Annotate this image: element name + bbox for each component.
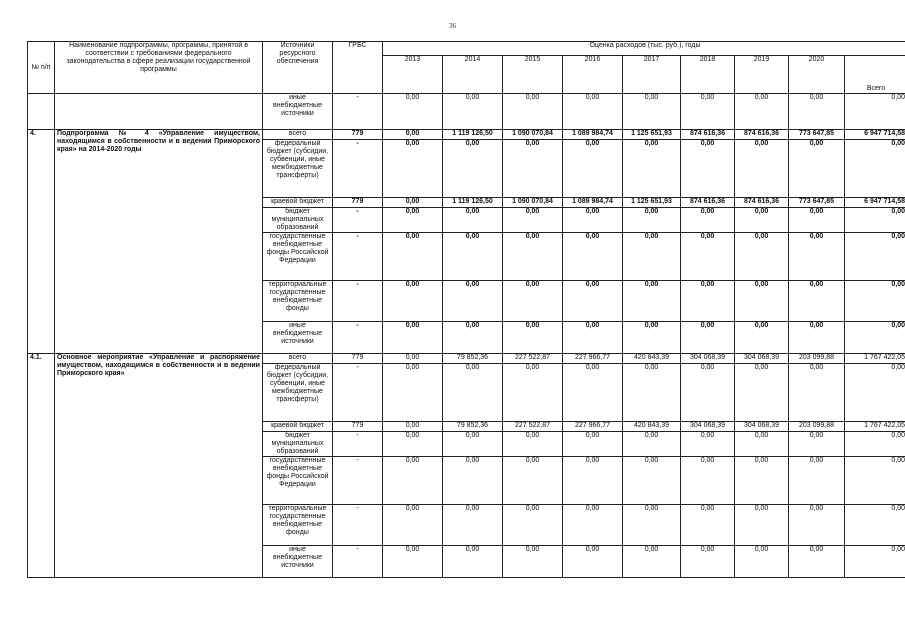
row-value: 0,00 bbox=[735, 208, 789, 233]
row-value: 227 966,77 bbox=[563, 422, 623, 432]
row-value: 0,00 bbox=[563, 281, 623, 322]
row-value: 0,00 bbox=[681, 546, 735, 578]
row-value: 304 068,39 bbox=[681, 354, 735, 364]
row-value: 0,00 bbox=[383, 432, 443, 457]
row-value: 0,00 bbox=[681, 364, 735, 422]
row-value: 0,00 bbox=[623, 364, 681, 422]
row-value: 304 068,39 bbox=[735, 354, 789, 364]
row-source: бюджет муниципальных образований bbox=[263, 208, 333, 233]
row-name bbox=[55, 94, 263, 130]
row-value: 0,00 bbox=[735, 322, 789, 354]
row-value: 0,00 bbox=[383, 233, 443, 281]
row-value: 0,00 bbox=[623, 281, 681, 322]
row-source: краевой бюджет bbox=[263, 422, 333, 432]
row-value: 420 843,39 bbox=[623, 354, 681, 364]
page-number: 36 bbox=[449, 22, 456, 30]
row-value: 79 852,36 bbox=[443, 422, 503, 432]
row-grbs: 779 bbox=[333, 130, 383, 140]
row-source: федеральный бюджет (субсидии, субвенции, иные межбюджетные трансферты) bbox=[263, 140, 333, 198]
row-value: 0,00 bbox=[503, 505, 563, 546]
row-value: 0,00 bbox=[845, 140, 905, 198]
row-value: 874 616,36 bbox=[735, 130, 789, 140]
row-value: 0,00 bbox=[503, 208, 563, 233]
row-value: 0,00 bbox=[503, 233, 563, 281]
row-value: 0,00 bbox=[735, 505, 789, 546]
row-value: 0,00 bbox=[735, 281, 789, 322]
table-row bbox=[28, 354, 905, 364]
row-value: 773 647,85 bbox=[789, 198, 845, 208]
row-source: всего bbox=[263, 130, 333, 140]
row-value: 0,00 bbox=[735, 546, 789, 578]
header-name: Наименование подпрограммы, программы, принятой в соответствии с требованиями федерального законодательства в сфере реализации государственной программы bbox=[55, 42, 263, 94]
row-name: Основное мероприятие «Управление и распоряжение имуществом, находящимся в собственности и в ведении Приморского края» bbox=[55, 354, 263, 578]
row-number: 4.1. bbox=[28, 354, 55, 578]
row-value: 0,00 bbox=[443, 208, 503, 233]
header-num: № п/п bbox=[28, 42, 55, 94]
row-value: 227 522,87 bbox=[503, 354, 563, 364]
row-value: 0,00 bbox=[735, 457, 789, 505]
row-number: 4. bbox=[28, 130, 55, 354]
row-grbs: - bbox=[333, 457, 383, 505]
row-value: 0,00 bbox=[681, 281, 735, 322]
row-value: 0,00 bbox=[383, 281, 443, 322]
expense-table bbox=[27, 41, 905, 578]
row-value: 0,00 bbox=[789, 208, 845, 233]
row-value: 0,00 bbox=[383, 364, 443, 422]
header-year: 2014 bbox=[443, 56, 503, 94]
row-value: 1 125 651,93 bbox=[623, 130, 681, 140]
row-value: 79 852,36 bbox=[443, 354, 503, 364]
row-value: 1 090 070,84 bbox=[503, 130, 563, 140]
row-value: 0,00 bbox=[623, 233, 681, 281]
row-value: 0,00 bbox=[845, 432, 905, 457]
row-value: 0,00 bbox=[623, 432, 681, 457]
row-grbs: - bbox=[333, 322, 383, 354]
row-value: 0,00 bbox=[845, 233, 905, 281]
row-value: 0,00 bbox=[623, 140, 681, 198]
row-source: федеральный бюджет (субсидии, субвенции, иные межбюджетные трансферты) bbox=[263, 364, 333, 422]
row-value: 0,00 bbox=[681, 233, 735, 281]
row-value: 0,00 bbox=[681, 457, 735, 505]
row-grbs: - bbox=[333, 505, 383, 546]
row-value: 0,00 bbox=[563, 364, 623, 422]
row-grbs: - bbox=[333, 281, 383, 322]
row-source: территориальные государственные внебюджетные фонды bbox=[263, 281, 333, 322]
row-grbs: - bbox=[333, 233, 383, 281]
row-value: 6 947 714,58 bbox=[845, 198, 905, 208]
row-value: 0,00 bbox=[443, 546, 503, 578]
row-value: 0,00 bbox=[443, 281, 503, 322]
table-row bbox=[28, 94, 905, 130]
header-year: 2013 bbox=[383, 56, 443, 94]
row-value: 0,00 bbox=[845, 94, 905, 130]
row-value: 227 966,77 bbox=[563, 354, 623, 364]
row-value: 0,00 bbox=[789, 233, 845, 281]
header-grbs: ГРБС bbox=[333, 42, 383, 94]
row-value: 1 767 422,05 bbox=[845, 422, 905, 432]
row-value: 0,00 bbox=[563, 208, 623, 233]
row-value: 0,00 bbox=[383, 505, 443, 546]
row-source: иные внебюджетные источники bbox=[263, 94, 333, 130]
row-value: 0,00 bbox=[563, 322, 623, 354]
row-value: 0,00 bbox=[681, 94, 735, 130]
row-value: 0,00 bbox=[443, 322, 503, 354]
row-source: иные внебюджетные источники bbox=[263, 322, 333, 354]
row-value: 0,00 bbox=[503, 94, 563, 130]
row-value: 0,00 bbox=[735, 233, 789, 281]
row-value: 0,00 bbox=[681, 140, 735, 198]
row-grbs: - bbox=[333, 546, 383, 578]
row-grbs: 779 bbox=[333, 422, 383, 432]
row-value: 0,00 bbox=[443, 364, 503, 422]
row-grbs: - bbox=[333, 432, 383, 457]
row-value: 0,00 bbox=[789, 432, 845, 457]
row-value: 0,00 bbox=[443, 94, 503, 130]
row-value: 1 767 422,05 bbox=[845, 354, 905, 364]
row-value: 0,00 bbox=[503, 140, 563, 198]
row-value: 0,00 bbox=[735, 364, 789, 422]
row-value: 0,00 bbox=[845, 281, 905, 322]
row-value: 0,00 bbox=[845, 505, 905, 546]
row-number bbox=[28, 94, 55, 130]
header-estimate: Оценка расходов (тыс. руб.), годы bbox=[383, 42, 905, 56]
row-value: 0,00 bbox=[443, 140, 503, 198]
row-value: 0,00 bbox=[383, 546, 443, 578]
row-value: 203 099,88 bbox=[789, 422, 845, 432]
row-grbs: - bbox=[333, 208, 383, 233]
row-value: 0,00 bbox=[443, 432, 503, 457]
row-value: 0,00 bbox=[789, 364, 845, 422]
row-value: 0,00 bbox=[503, 432, 563, 457]
row-value: 0,00 bbox=[789, 94, 845, 130]
row-value: 0,00 bbox=[503, 457, 563, 505]
row-value: 0,00 bbox=[503, 322, 563, 354]
header-year: 2020 bbox=[789, 56, 845, 94]
header-total: Всего bbox=[845, 56, 905, 94]
row-value: 1 125 651,93 bbox=[623, 198, 681, 208]
header-year: 2018 bbox=[681, 56, 735, 94]
row-value: 0,00 bbox=[383, 94, 443, 130]
row-value: 0,00 bbox=[563, 546, 623, 578]
row-value: 0,00 bbox=[443, 233, 503, 281]
row-value: 0,00 bbox=[681, 322, 735, 354]
row-value: 0,00 bbox=[845, 457, 905, 505]
row-value: 0,00 bbox=[383, 457, 443, 505]
row-value: 874 616,36 bbox=[681, 198, 735, 208]
row-value: 0,00 bbox=[845, 208, 905, 233]
row-value: 0,00 bbox=[681, 208, 735, 233]
row-value: 1 119 126,50 bbox=[443, 198, 503, 208]
row-source: государственные внебюджетные фонды Российской Федерации bbox=[263, 233, 333, 281]
row-value: 0,00 bbox=[789, 505, 845, 546]
header-year: 2019 bbox=[735, 56, 789, 94]
row-value: 0,00 bbox=[383, 140, 443, 198]
row-value: 0,00 bbox=[563, 505, 623, 546]
row-value: 0,00 bbox=[503, 281, 563, 322]
row-value: 0,00 bbox=[681, 505, 735, 546]
header-year: 2015 bbox=[503, 56, 563, 94]
row-value: 304 068,39 bbox=[735, 422, 789, 432]
row-grbs: - bbox=[333, 364, 383, 422]
row-value: 0,00 bbox=[383, 422, 443, 432]
row-value: 0,00 bbox=[383, 130, 443, 140]
row-value: 0,00 bbox=[789, 281, 845, 322]
row-value: 0,00 bbox=[563, 432, 623, 457]
row-value: 1 090 070,84 bbox=[503, 198, 563, 208]
row-value: 1 089 984,74 bbox=[563, 198, 623, 208]
row-source: бюджет муниципальных образований bbox=[263, 432, 333, 457]
row-value: 203 099,88 bbox=[789, 354, 845, 364]
row-value: 0,00 bbox=[623, 208, 681, 233]
header-year: 2016 bbox=[563, 56, 623, 94]
row-value: 0,00 bbox=[443, 505, 503, 546]
row-value: 0,00 bbox=[503, 546, 563, 578]
row-value: 0,00 bbox=[789, 546, 845, 578]
row-value: 227 522,87 bbox=[503, 422, 563, 432]
row-source: территориальные государственные внебюджетные фонды bbox=[263, 505, 333, 546]
row-value: 0,00 bbox=[563, 94, 623, 130]
row-value: 0,00 bbox=[383, 354, 443, 364]
row-value: 1 119 126,50 bbox=[443, 130, 503, 140]
row-source: иные внебюджетные источники bbox=[263, 546, 333, 578]
row-value: 0,00 bbox=[503, 364, 563, 422]
row-value: 0,00 bbox=[623, 546, 681, 578]
row-value: 0,00 bbox=[383, 208, 443, 233]
row-value: 0,00 bbox=[623, 457, 681, 505]
row-source: государственные внебюджетные фонды Российской Федерации bbox=[263, 457, 333, 505]
row-value: 0,00 bbox=[789, 140, 845, 198]
row-value: 0,00 bbox=[443, 457, 503, 505]
row-grbs: - bbox=[333, 140, 383, 198]
row-value: 0,00 bbox=[623, 94, 681, 130]
row-value: 0,00 bbox=[735, 140, 789, 198]
header-year: 2017 bbox=[623, 56, 681, 94]
row-grbs: - bbox=[333, 94, 383, 130]
row-value: 0,00 bbox=[845, 364, 905, 422]
row-value: 0,00 bbox=[735, 94, 789, 130]
row-value: 0,00 bbox=[735, 432, 789, 457]
row-value: 0,00 bbox=[563, 140, 623, 198]
row-value: 874 616,36 bbox=[735, 198, 789, 208]
row-value: 773 647,85 bbox=[789, 130, 845, 140]
row-value: 0,00 bbox=[681, 432, 735, 457]
row-value: 6 947 714,58 bbox=[845, 130, 905, 140]
row-value: 1 089 984,74 bbox=[563, 130, 623, 140]
row-name: Подпрограмма № 4 «Управление имуществом, находящимся в собственности и в ведении Приморского края» на 2014-2020 годы bbox=[55, 130, 263, 354]
row-value: 0,00 bbox=[845, 322, 905, 354]
row-value: 0,00 bbox=[623, 505, 681, 546]
row-value: 0,00 bbox=[789, 457, 845, 505]
row-value: 874 616,36 bbox=[681, 130, 735, 140]
row-source: краевой бюджет bbox=[263, 198, 333, 208]
row-grbs: 779 bbox=[333, 354, 383, 364]
row-value: 0,00 bbox=[789, 322, 845, 354]
row-value: 0,00 bbox=[383, 198, 443, 208]
row-value: 0,00 bbox=[845, 546, 905, 578]
table-row bbox=[28, 130, 905, 140]
header-source: Источники ресурсного обеспечения bbox=[263, 42, 333, 94]
row-grbs: 779 bbox=[333, 198, 383, 208]
row-value: 0,00 bbox=[563, 233, 623, 281]
row-value: 420 843,39 bbox=[623, 422, 681, 432]
row-value: 0,00 bbox=[623, 322, 681, 354]
row-value: 304 068,39 bbox=[681, 422, 735, 432]
row-value: 0,00 bbox=[563, 457, 623, 505]
row-value: 0,00 bbox=[383, 322, 443, 354]
row-source: всего bbox=[263, 354, 333, 364]
